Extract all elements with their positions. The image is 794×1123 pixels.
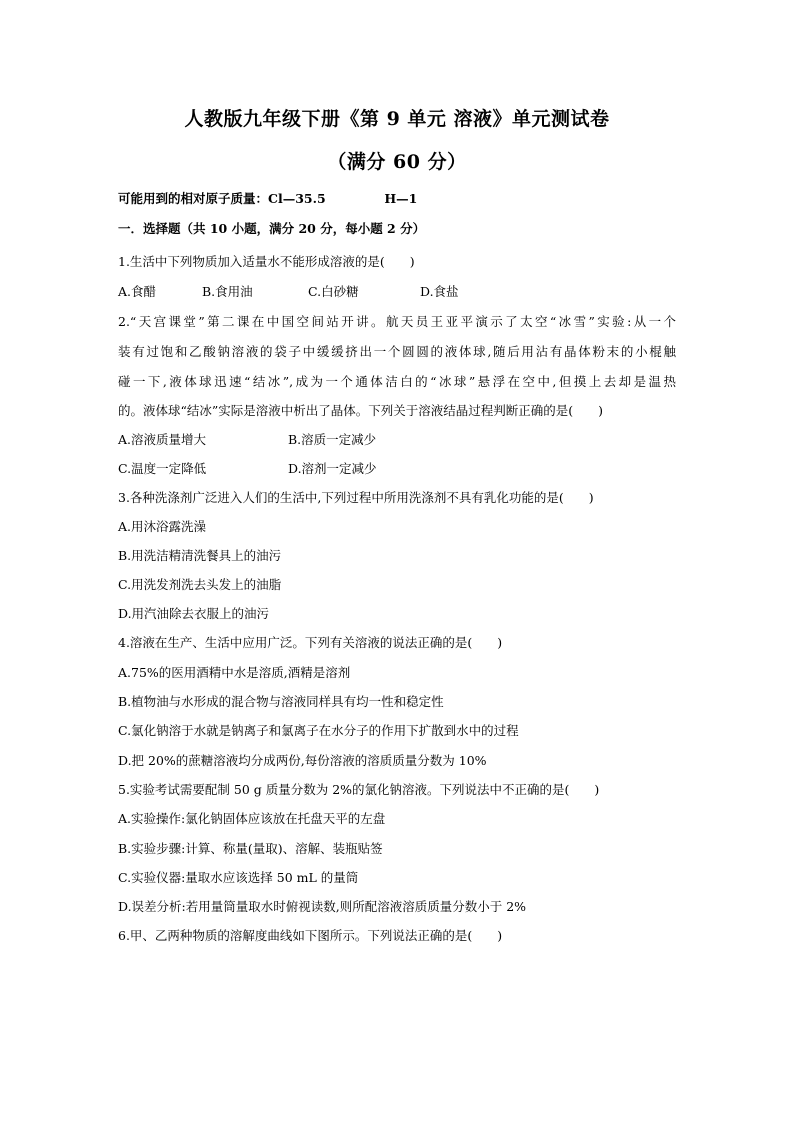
- question-2-stem-line-3: 碰一下,液体球迅速“结冰”,成为一个通体洁白的“冰球”悬浮在空中,但摸上去却是温热: [118, 374, 676, 389]
- q3-option-c: C.用洗发剂洗去头发上的油脂: [118, 577, 282, 592]
- q3-option-b: B.用洗洁精清洗餐具上的油污: [118, 548, 282, 563]
- q1-option-a: A.食醋: [118, 284, 157, 299]
- question-2-options-row-2: [118, 459, 377, 477]
- q1-option-d: D.食盐: [420, 284, 459, 299]
- atomic-mass-h: H—1: [384, 191, 418, 206]
- q2-option-d: D.溶剂一定减少: [288, 461, 377, 476]
- q2-option-c: C.温度一定降低: [118, 461, 207, 476]
- q3-option-d: D.用汽油除去衣服上的油污: [118, 606, 270, 621]
- q1-option-c: C.白砂糖: [308, 284, 359, 299]
- q4-option-a: A.75%的医用酒精中水是溶质,酒精是溶剂: [118, 665, 351, 680]
- atomic-mass-cl: 可能用到的相对原子质量：Cl—35.5: [118, 191, 326, 206]
- question-2-stem-line-4: 的。液体球“结冰”实际是溶液中析出了晶体。下列关于溶液结晶过程判断正确的是( ): [118, 403, 604, 418]
- question-2-stem-line-2: 装有过饱和乙酸钠溶液的袋子中缓缓挤出一个圆圆的液体球,随后用沾有晶体粉末的小棍触: [118, 344, 676, 359]
- atomic-mass-line: [118, 189, 417, 207]
- question-3-stem: 3.各种洗涤剂广泛进入人们的生活中,下列过程中所用洗涤剂不具有乳化功能的是( ): [118, 490, 594, 505]
- exam-title: 人教版九年级下册《第 9 单元 溶液》单元测试卷: [184, 108, 610, 130]
- section-heading: 一．选择题（共 10 小题，满分 20 分，每小题 2 分）: [118, 221, 426, 236]
- question-1-stem: 1.生活中下列物质加入适量水不能形成溶液的是( ): [118, 254, 415, 269]
- exam-subtitle: （满分 60 分）: [327, 151, 467, 173]
- q2-option-a: A.溶液质量增大: [118, 432, 207, 447]
- q4-option-c: C.氯化钠溶于水就是钠离子和氯离子在水分子的作用下扩散到水中的过程: [118, 723, 519, 738]
- question-5-stem: 5.实验考试需要配制 50 g 质量分数为 2%的氯化钠溶液。下列说法中不正确的是( ): [118, 782, 600, 797]
- q1-option-b: B.食用油: [202, 284, 253, 299]
- q4-option-d: D.把 20%的蔗糖溶液均分成两份,每份溶液的溶质质量分数为 10%: [118, 753, 487, 768]
- q5-option-b: B.实验步骤:计算、称量(量取)、溶解、装瓶贴签: [118, 841, 383, 856]
- q4-option-b: B.植物油与水形成的混合物与溶液同样具有均一性和稳定性: [118, 694, 444, 709]
- q2-option-b: B.溶质一定减少: [288, 432, 377, 447]
- q3-option-a: A.用沐浴露洗澡: [118, 519, 207, 534]
- q5-option-a: A.实验操作:氯化钠固体应该放在托盘天平的左盘: [118, 811, 386, 826]
- question-2-stem-line-1: 2.“天宫课堂”第二课在中国空间站开讲。航天员王亚平演示了太空“冰雪”实验:从一个: [118, 314, 676, 329]
- question-4-stem: 4.溶液在生产、生活中应用广泛。下列有关溶液的说法正确的是( ): [118, 635, 503, 650]
- q5-option-c: C.实验仪器:量取水应该选择 50 mL 的量筒: [118, 870, 359, 885]
- question-1-options: [118, 282, 459, 300]
- question-2-options-row-1: [118, 430, 376, 448]
- q5-option-d: D.误差分析:若用量筒量取水时俯视读数,则所配溶液溶质质量分数小于 2%: [118, 899, 527, 914]
- question-6-stem: 6.甲、乙两种物质的溶解度曲线如下图所示。下列说法正确的是( ): [118, 928, 503, 943]
